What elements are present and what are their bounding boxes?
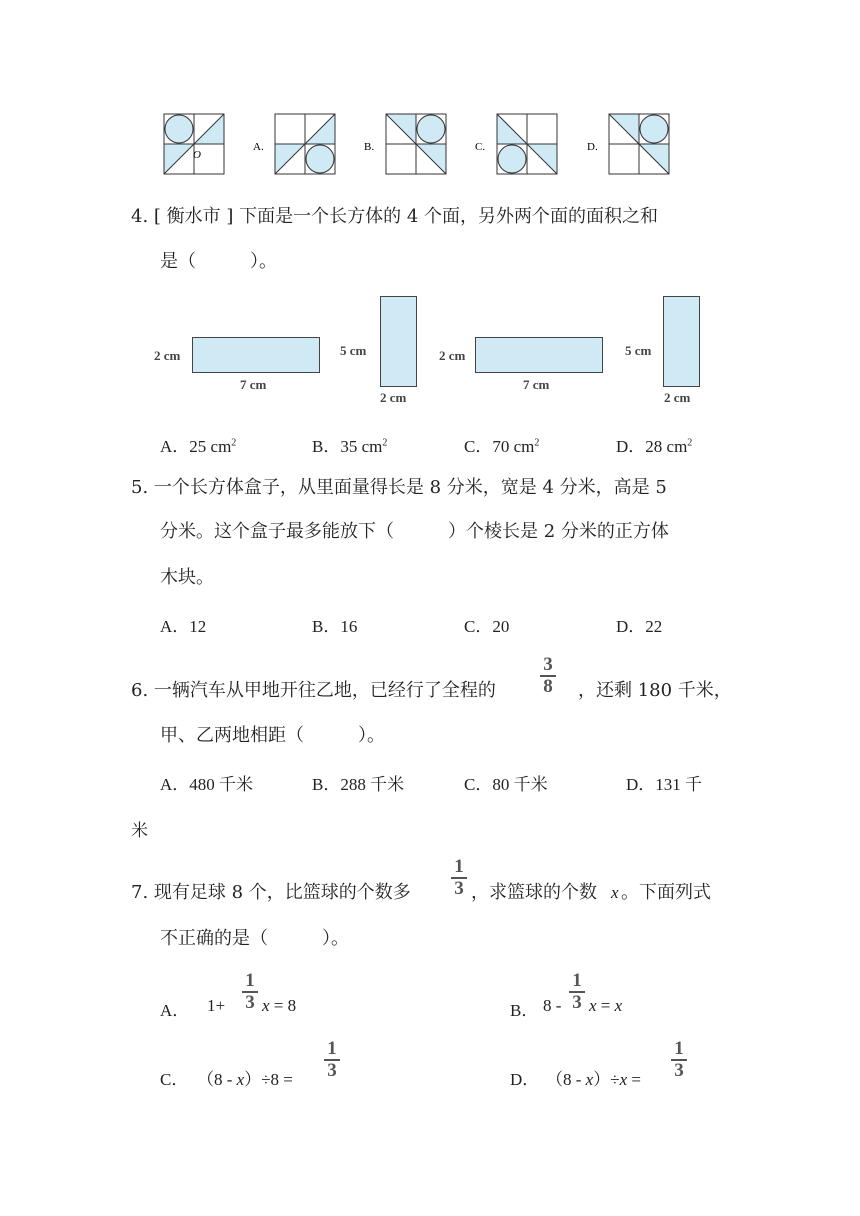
q6-option-b[interactable]: B．288 千米 — [312, 775, 405, 794]
q5-line3: 木块。 — [160, 567, 214, 588]
q5-option-a[interactable]: A．12 — [160, 617, 207, 636]
q4-line2: 是（ ）。 — [160, 251, 277, 272]
option-c-label: C. — [475, 141, 486, 153]
q6-option-d-wrap: 米 — [131, 821, 148, 840]
q5-option-d[interactable]: D．22 — [616, 617, 663, 636]
q7-option-a-label[interactable]: A． — [160, 1001, 190, 1020]
q4-option-a[interactable]: A．25 $cm^2$ — [160, 437, 237, 456]
o-label: O — [193, 149, 201, 161]
face-rect-4 — [663, 296, 700, 387]
rect1-height-label: 2 cm — [154, 348, 181, 363]
fraction-denominator: 8 — [543, 676, 553, 697]
q7-option-d-label[interactable]: D． — [510, 1070, 540, 1089]
fraction-numerator: 1 — [674, 1038, 684, 1059]
q4-option-c[interactable]: C．70 $cm^2$ — [464, 437, 540, 456]
option-a-label: A. — [253, 141, 264, 153]
q6-fraction — [540, 656, 556, 696]
q7-option-b-fraction — [569, 972, 585, 1012]
q7-option-d-fraction — [671, 1040, 687, 1080]
q3-option-c-figure — [497, 114, 557, 174]
option-d-label: D. — [587, 141, 598, 153]
q7-option-c-fraction — [324, 1040, 340, 1080]
q3-figures — [160, 112, 680, 182]
rect2-width-label: 2 cm — [380, 390, 407, 405]
q4-line1: 4. [ 衡水市 ] 下面是一个长方体的 4 个面，另外两个面的面积之和 — [131, 206, 658, 227]
fraction-denominator: 3 — [454, 878, 464, 899]
face-rect-1 — [192, 337, 320, 373]
q6-line1-start: 6. 一辆汽车从甲地开往乙地，已经行了全程的 — [131, 680, 496, 701]
face-rect-2 — [380, 296, 417, 387]
fraction-numerator: 3 — [543, 654, 553, 675]
q5-option-c[interactable]: C．20 — [464, 617, 510, 636]
q7-option-b-label[interactable]: B． — [510, 1001, 539, 1020]
q4-option-b[interactable]: B．35 $cm^2$ — [312, 437, 388, 456]
q7-option-a-fraction — [242, 972, 258, 1012]
q7-option-a-prefix: 1+ — [207, 996, 226, 1015]
fraction-denominator: 3 — [674, 1060, 684, 1081]
q6-option-a[interactable]: A．480 千米 — [160, 775, 254, 794]
q5-line2: 分米。这个盒子最多能放下（ ）个棱长是 2 分米的正方体 — [160, 521, 669, 542]
q7-option-b-rest: x = x — [589, 996, 623, 1015]
q7-option-d-expr: （8 - x）÷x = — [546, 1070, 641, 1089]
rect3-height-label: 2 cm — [439, 348, 466, 363]
q5-line1: 5. 一个长方体盒子，从里面量得长是 8 分米，宽是 4 分米，高是 5 — [131, 477, 667, 498]
fraction-denominator: 3 — [245, 992, 255, 1013]
fraction-numerator: 1 — [327, 1038, 337, 1059]
q6-option-d[interactable]: D．131 千 — [626, 775, 703, 794]
q7-option-a-rest: x = 8 — [262, 996, 297, 1015]
q7-option-c-label[interactable]: C． — [160, 1070, 189, 1089]
rect1-width-label: 7 cm — [240, 377, 267, 392]
fraction-numerator: 1 — [572, 970, 582, 991]
q3-option-d-figure — [609, 114, 669, 174]
q6-line1-end: ，还剩 180 千米， — [578, 680, 732, 701]
fraction-denominator: 3 — [327, 1060, 337, 1081]
face-rect-3 — [475, 337, 603, 373]
q7-variable-x: x — [611, 883, 619, 902]
q7-line2: 不正确的是（ ）。 — [160, 928, 349, 949]
fraction-numerator: 1 — [454, 856, 464, 877]
q7-line1-start: 7. 现有足球 8 个，比篮球的个数多 — [131, 882, 411, 903]
fraction-numerator: 1 — [245, 970, 255, 991]
q6-option-c[interactable]: C．80 千米 — [464, 775, 548, 794]
q4-option-d[interactable]: D．28 $cm^2$ — [616, 437, 693, 456]
q6-line2: 甲、乙两地相距（ ）。 — [160, 725, 385, 746]
q4-faces-figure — [150, 292, 710, 407]
q3-figures-svg — [160, 112, 680, 182]
q3-option-b-figure — [386, 114, 446, 174]
q3-option-a-figure — [275, 114, 335, 174]
q3-original-figure — [164, 114, 224, 174]
rect3-width-label: 7 cm — [523, 377, 550, 392]
q7-option-b-prefix: 8 - — [543, 996, 562, 1015]
rect4-height-label: 5 cm — [625, 343, 652, 358]
q7-option-c-expr: （8 - x）÷8 = — [197, 1070, 293, 1089]
q7-fraction — [451, 858, 467, 898]
rect2-height-label: 5 cm — [340, 343, 367, 358]
q5-option-b[interactable]: B．16 — [312, 617, 358, 636]
q7-line1-end: 。下面列式 — [621, 882, 711, 903]
fraction-denominator: 3 — [572, 992, 582, 1013]
rect4-width-label: 2 cm — [664, 390, 691, 405]
option-b-label: B. — [364, 141, 375, 153]
q7-line1-mid: ，求篮球的个数 — [471, 882, 597, 903]
